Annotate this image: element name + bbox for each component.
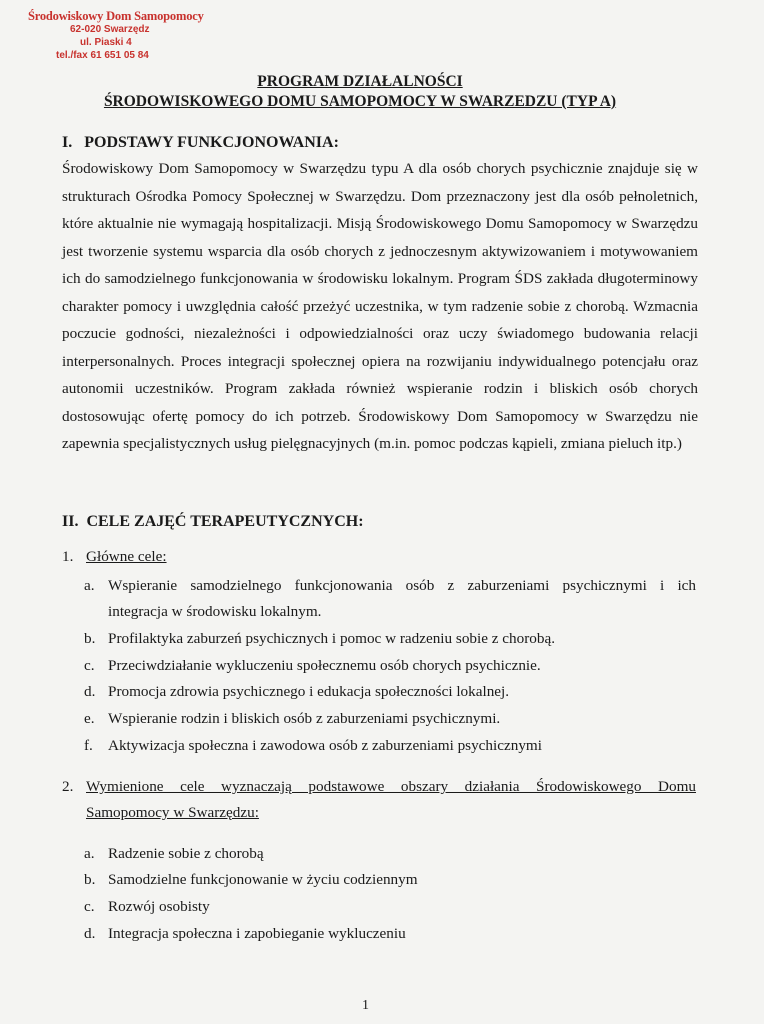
list1-item-e: [84, 708, 501, 730]
stamp-name: Środowiskowy Dom Samopomocy: [28, 9, 204, 23]
list-item-marker: b.: [84, 871, 96, 888]
list-item-marker: e.: [84, 710, 95, 727]
list2-item-b: [84, 869, 418, 891]
list1-item-a: [84, 575, 696, 597]
stamp-street: ul. Piaski 4: [80, 37, 132, 48]
list1-item-e-text: Wspieranie rodzin i bliskich osób z zaburzeniami psychicznymi.: [108, 710, 501, 727]
list1-marker: 1.: [62, 548, 74, 565]
list-item-marker: d.: [84, 925, 96, 942]
list1-item-c-text: Przeciwdziałanie wykluczeniu społecznemu osób chorych psychicznie.: [108, 657, 541, 674]
list2-item-c-text: Rozwój osobisty: [108, 898, 210, 915]
list-item-marker: c.: [84, 657, 95, 674]
list2-item-a: [84, 843, 264, 865]
list1-item-a-cont: [108, 601, 321, 623]
list2-item-a-text: Radzenie sobie z chorobą: [108, 845, 264, 862]
list2-item-d: [84, 923, 406, 945]
list-item-marker: d.: [84, 683, 96, 700]
list1-item-a-line1: Wspieranie samodzielnego funkcjonowania osób z zaburzeniami psychicznymi i ich: [108, 577, 696, 594]
list2-title-cont: [86, 802, 259, 824]
list-item-marker: a.: [84, 577, 95, 594]
stamp-postal: 62-020 Swarzędz: [70, 24, 150, 35]
list1-item-f: [84, 735, 542, 757]
section1-heading: I. PODSTAWY FUNKCJONOWANIA:: [62, 134, 339, 151]
list1-item-f-text: Aktywizacja społeczna i zawodowa osób z zaburzeniami psychicznymi: [108, 737, 542, 754]
list2-marker: 2.: [62, 778, 74, 795]
list2-title: [62, 776, 696, 798]
page-number: 1: [362, 998, 369, 1013]
list1-item-b-text: Profilaktyka zaburzeń psychicznych i pomoc w radzeniu sobie z chorobą.: [108, 630, 556, 647]
institution-stamp: [28, 10, 228, 62]
list2-title-line2: Samopomocy w Swarzędzu:: [86, 804, 259, 821]
stamp-phone: tel./fax 61 651 05 84: [56, 50, 149, 61]
section2-heading: II. CELE ZAJĘĆ TERAPEUTYCZNYCH:: [62, 513, 364, 530]
list1-item-d-text: Promocja zdrowia psychicznego i edukacja społeczności lokalnej.: [108, 683, 510, 700]
list1-title: [62, 546, 167, 568]
list1-item-c: [84, 655, 541, 677]
list2-item-d-text: Integracja społeczna i zapobieganie wykluczeniu: [108, 925, 406, 942]
list2-title-line1: Wymienione cele wyznaczają podstawowe obszary działania Środowiskowego Domu: [86, 778, 696, 795]
list-item-marker: b.: [84, 630, 96, 647]
list-item-marker: c.: [84, 898, 95, 915]
list1-item-b: [84, 628, 556, 650]
document-title-line2: ŚRODOWISKOWEGO DOMU SAMOPOMOCY W SWARZEDZU (TYP A): [103, 93, 617, 110]
document-title-line1: PROGRAM DZIAŁALNOŚCI: [257, 73, 463, 90]
section1-body: Środowiskowy Dom Samopomocy w Swarzędzu typu A dla osób chorych psychicznie znajduje się w strukturach Ośrodka Pomocy Społecznej w Swarzędzu. Dom przeznaczony jest dla osób pełnoletnich, które aktualnie nie wymagają hospitalizacji. Misją Środowiskowego Domu Samopomocy w Swarzędzu jest tworzenie systemu wsparcia dla osób chorych z jednoczesnym aktywizowaniem i motywowaniem ich do samodzielnego funkcjonowania w środowisku lokalnym. Program ŚDS zakłada długoterminowy charakter pomocy i uwzględnia całość przeżyć uczestnika, w tym radzenie sobie z chorobą. Wzmacnia poczucie godności, niezależności i odpowiedzialności oraz uczy świadomego budowania relacji interpersonalnych. Proces integracji społecznej opiera na rozwijaniu indywidualnego potencjału oraz autonomii uczestników. Program zakłada również wspieranie rodzin i bliskich osób chorych dostosowując ofertę pomocy do ich potrzeb. Środowiskowy Dom Samopomocy w Swarzędzu nie zapewnia specjalistycznych usług pielęgnacyjnych (m.in. pomoc podczas kąpieli, zmiana pieluch itp.): [62, 160, 698, 452]
list1-title-text: Główne cele:: [86, 548, 167, 565]
list2-item-b-text: Samodzielne funkcjonowanie w życiu codziennym: [108, 871, 418, 888]
list2-item-c: [84, 896, 210, 918]
list1-item-d: [84, 681, 510, 703]
list1-item-a-line2: integracja w środowisku lokalnym.: [108, 603, 322, 620]
list-item-marker: f.: [84, 737, 93, 754]
list-item-marker: a.: [84, 845, 95, 862]
